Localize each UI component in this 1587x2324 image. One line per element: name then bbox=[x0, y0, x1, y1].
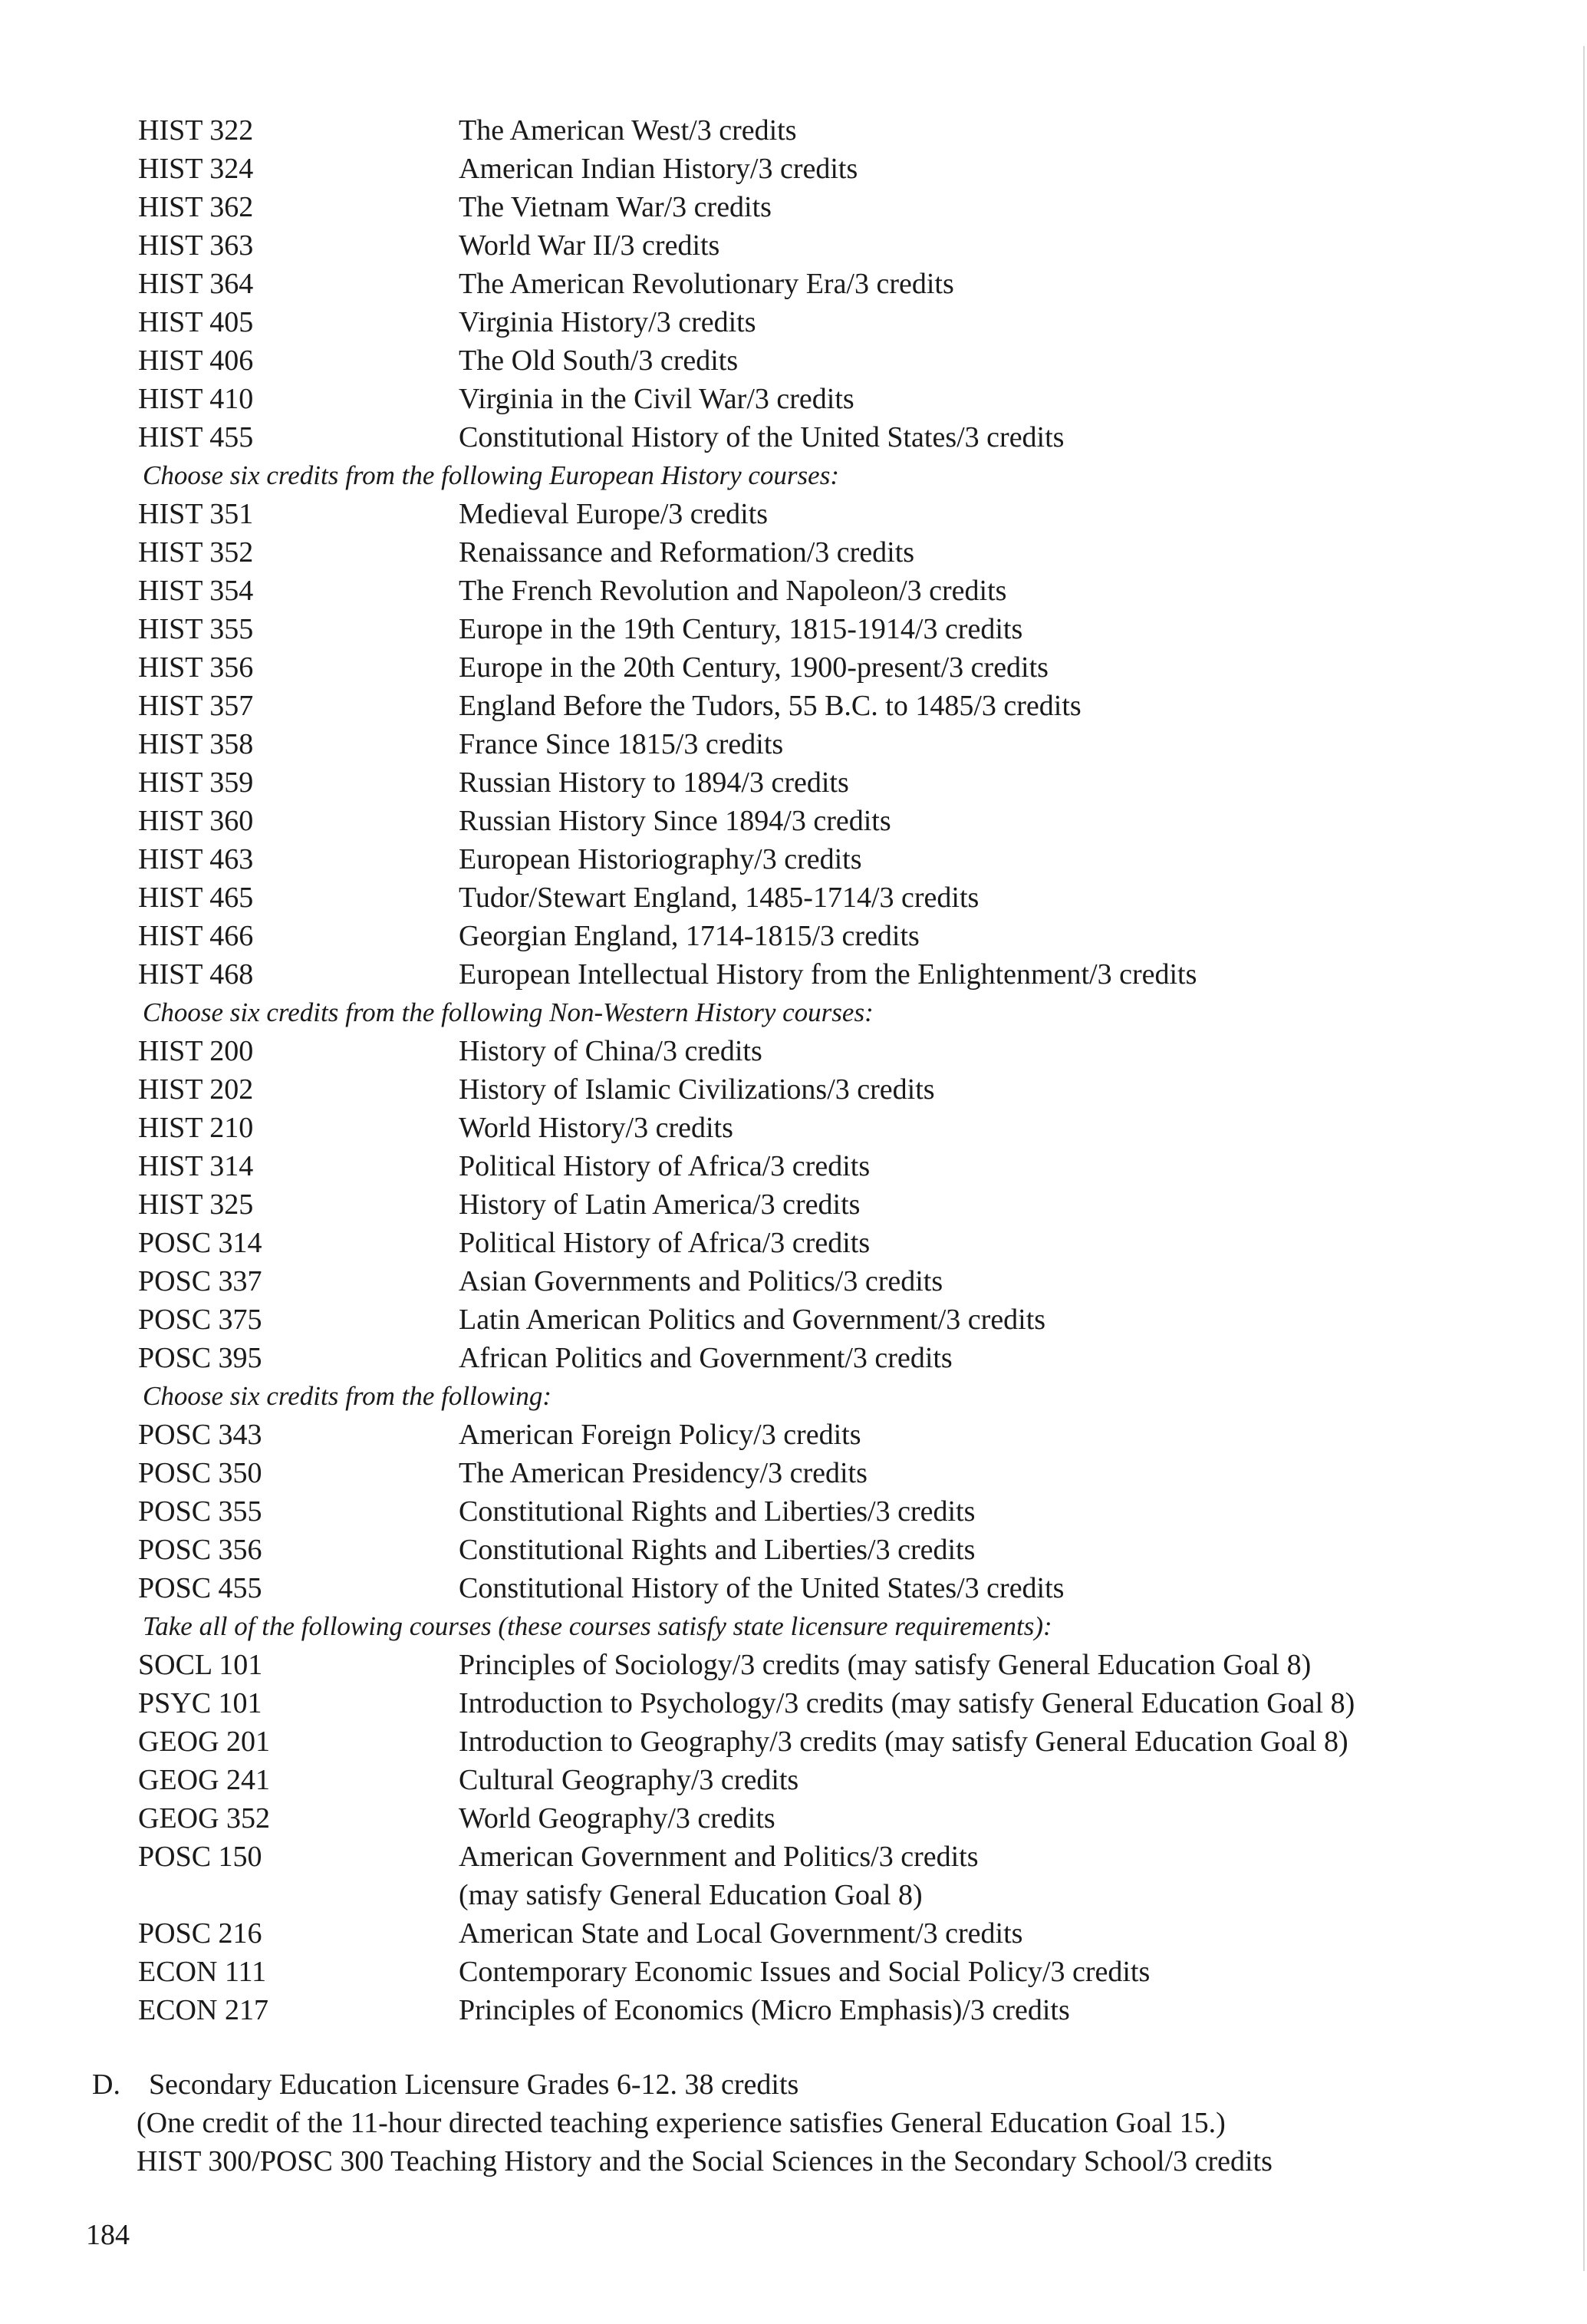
course-title: History of China/3 credits bbox=[459, 1035, 762, 1067]
course-row bbox=[138, 1185, 1442, 1224]
course-code: HIST 354 bbox=[138, 575, 254, 607]
course-code: POSC 337 bbox=[138, 1265, 262, 1297]
course-row bbox=[138, 1492, 1442, 1531]
course-code: HIST 325 bbox=[138, 1188, 254, 1221]
course-row bbox=[138, 1569, 1442, 1607]
course-list bbox=[138, 111, 1442, 2029]
course-row bbox=[138, 533, 1442, 572]
course-row bbox=[138, 725, 1442, 763]
course-row bbox=[138, 1531, 1442, 1569]
course-code: POSC 375 bbox=[138, 1304, 262, 1336]
course-title: Virginia in the Civil War/3 credits bbox=[459, 383, 854, 415]
course-row bbox=[138, 188, 1442, 226]
course-code: HIST 363 bbox=[138, 229, 254, 262]
course-row bbox=[138, 1109, 1442, 1147]
course-row bbox=[138, 341, 1442, 380]
course-title: African Politics and Government/3 credits bbox=[459, 1342, 953, 1374]
course-title: Constitutional Rights and Liberties/3 credits bbox=[459, 1495, 976, 1528]
course-row bbox=[138, 1684, 1442, 1722]
course-row bbox=[138, 1799, 1442, 1838]
course-row bbox=[138, 802, 1442, 840]
course-code: POSC 343 bbox=[138, 1419, 262, 1451]
course-row bbox=[138, 840, 1442, 879]
course-row bbox=[138, 1722, 1442, 1761]
course-title: France Since 1815/3 credits bbox=[459, 728, 784, 760]
course-title: England Before the Tudors, 55 B.C. to 1485/3 credits bbox=[459, 690, 1082, 722]
course-code: HIST 210 bbox=[138, 1112, 254, 1144]
course-title: Contemporary Economic Issues and Social Policy/3 credits bbox=[459, 1956, 1151, 1988]
course-row bbox=[138, 1876, 1442, 1914]
course-row bbox=[138, 150, 1442, 188]
course-row bbox=[138, 955, 1442, 994]
course-row bbox=[138, 1224, 1442, 1262]
course-code: HIST 200 bbox=[138, 1035, 254, 1067]
section-d-letter: D. bbox=[92, 2069, 120, 2101]
course-title: Asian Governments and Politics/3 credits bbox=[459, 1265, 943, 1297]
course-code: HIST 405 bbox=[138, 306, 254, 338]
group-header: Choose six credits from the following: bbox=[143, 1381, 552, 1411]
course-title: The American Presidency/3 credits bbox=[459, 1457, 868, 1489]
course-row bbox=[138, 1953, 1442, 1991]
course-title: Russian History Since 1894/3 credits bbox=[459, 805, 891, 837]
course-code: HIST 359 bbox=[138, 766, 254, 799]
course-code: HIST 362 bbox=[138, 191, 254, 223]
course-row bbox=[138, 879, 1442, 917]
section-d bbox=[92, 2065, 1473, 2181]
course-title: World History/3 credits bbox=[459, 1112, 733, 1144]
course-code: HIST 322 bbox=[138, 114, 254, 147]
course-code: ECON 111 bbox=[138, 1956, 267, 1988]
course-title: The Old South/3 credits bbox=[459, 344, 739, 377]
course-title: The French Revolution and Napoleon/3 credits bbox=[459, 575, 1007, 607]
course-code: HIST 352 bbox=[138, 536, 254, 569]
course-row bbox=[138, 1339, 1442, 1377]
course-code: POSC 314 bbox=[138, 1227, 262, 1259]
course-code: POSC 350 bbox=[138, 1457, 262, 1489]
course-title: World Geography/3 credits bbox=[459, 1802, 775, 1834]
course-row bbox=[138, 303, 1442, 341]
course-title: Georgian England, 1714-1815/3 credits bbox=[459, 920, 920, 952]
course-title: History of Islamic Civilizations/3 credits bbox=[459, 1073, 935, 1106]
course-title: European Historiography/3 credits bbox=[459, 843, 862, 875]
course-row bbox=[138, 917, 1442, 955]
course-code: HIST 410 bbox=[138, 383, 254, 415]
course-title: Constitutional History of the United States/3 credits bbox=[459, 1572, 1065, 1604]
course-title: Principles of Economics (Micro Emphasis)/3 credits bbox=[459, 1994, 1070, 2026]
group-header: Choose six credits from the following Non-Western History courses: bbox=[143, 997, 874, 1027]
course-row bbox=[138, 226, 1442, 265]
course-row bbox=[138, 1761, 1442, 1799]
course-code: POSC 356 bbox=[138, 1534, 262, 1566]
course-row bbox=[138, 1070, 1442, 1109]
course-title: American Indian History/3 credits bbox=[459, 153, 858, 185]
course-row bbox=[138, 380, 1442, 418]
course-title: Constitutional History of the United States/3 credits bbox=[459, 421, 1065, 453]
course-title: Political History of Africa/3 credits bbox=[459, 1150, 871, 1182]
course-row bbox=[138, 1416, 1442, 1454]
course-row bbox=[138, 1914, 1442, 1953]
course-title: Constitutional Rights and Liberties/3 credits bbox=[459, 1534, 976, 1566]
course-row bbox=[138, 1300, 1442, 1339]
course-code: HIST 324 bbox=[138, 153, 254, 185]
section-d-heading-line bbox=[92, 2065, 1473, 2104]
course-code: POSC 216 bbox=[138, 1917, 262, 1950]
course-code: GEOG 352 bbox=[138, 1802, 271, 1834]
course-code: POSC 395 bbox=[138, 1342, 262, 1374]
course-title: Introduction to Geography/3 credits (may satisfy General Education Goal 8) bbox=[459, 1726, 1348, 1758]
course-code: HIST 314 bbox=[138, 1150, 254, 1182]
course-code: HIST 468 bbox=[138, 958, 254, 991]
course-code: HIST 358 bbox=[138, 728, 254, 760]
course-code: HIST 364 bbox=[138, 268, 254, 300]
course-code: HIST 356 bbox=[138, 651, 254, 684]
course-row bbox=[138, 648, 1442, 687]
course-title: Virginia History/3 credits bbox=[459, 306, 756, 338]
course-row bbox=[138, 418, 1442, 457]
course-title: American State and Local Government/3 credits bbox=[459, 1917, 1023, 1950]
course-code: HIST 465 bbox=[138, 882, 254, 914]
course-title: Russian History to 1894/3 credits bbox=[459, 766, 849, 799]
course-row bbox=[138, 687, 1442, 725]
course-title: European Intellectual History from the Enlightenment/3 credits bbox=[459, 958, 1197, 991]
course-row bbox=[138, 572, 1442, 610]
course-title: History of Latin America/3 credits bbox=[459, 1188, 861, 1221]
course-code: HIST 455 bbox=[138, 421, 254, 453]
course-title: Renaissance and Reformation/3 credits bbox=[459, 536, 915, 569]
course-code: HIST 357 bbox=[138, 690, 254, 722]
course-row bbox=[138, 610, 1442, 648]
course-code: POSC 355 bbox=[138, 1495, 262, 1528]
course-row bbox=[138, 1262, 1442, 1300]
course-code: GEOG 241 bbox=[138, 1764, 271, 1796]
course-code: HIST 466 bbox=[138, 920, 254, 952]
course-title: The Vietnam War/3 credits bbox=[459, 191, 772, 223]
scan-edge-mark bbox=[1583, 46, 1585, 2271]
course-row bbox=[138, 1646, 1442, 1684]
course-title: Tudor/Stewart England, 1485-1714/3 credits bbox=[459, 882, 980, 914]
course-code: HIST 351 bbox=[138, 498, 254, 530]
course-title: The American West/3 credits bbox=[459, 114, 797, 147]
course-code: POSC 455 bbox=[138, 1572, 262, 1604]
page-number: 184 bbox=[86, 2219, 130, 2251]
section-d-course: HIST 300/POSC 300 Teaching History and the Social Sciences in the Secondary School/3 credits bbox=[137, 2145, 1273, 2177]
course-code bbox=[138, 1876, 459, 1914]
course-code: ECON 217 bbox=[138, 1994, 268, 2026]
course-row bbox=[138, 1991, 1442, 2029]
course-row bbox=[138, 1838, 1442, 1876]
course-title: Principles of Sociology/3 credits (may satisfy General Education Goal 8) bbox=[459, 1649, 1312, 1681]
section-d-note: (One credit of the 11-hour directed teaching experience satisfies General Education Goal 15.) bbox=[137, 2107, 1226, 2139]
course-code: HIST 202 bbox=[138, 1073, 254, 1106]
course-row bbox=[138, 111, 1442, 150]
course-row bbox=[138, 763, 1442, 802]
course-title: (may satisfy General Education Goal 8) bbox=[459, 1879, 923, 1911]
course-row bbox=[138, 265, 1442, 303]
course-title: Latin American Politics and Government/3 credits bbox=[459, 1304, 1046, 1336]
course-code: POSC 150 bbox=[138, 1841, 262, 1873]
course-title: World War II/3 credits bbox=[459, 229, 720, 262]
course-code: GEOG 201 bbox=[138, 1726, 271, 1758]
course-title: Medieval Europe/3 credits bbox=[459, 498, 769, 530]
course-row bbox=[138, 1147, 1442, 1185]
course-title: Cultural Geography/3 credits bbox=[459, 1764, 799, 1796]
course-code: PSYC 101 bbox=[138, 1687, 262, 1719]
group-header: Take all of the following courses (these courses satisfy state licensure requirements): bbox=[143, 1611, 1052, 1641]
course-row bbox=[138, 495, 1442, 533]
course-title: Political History of Africa/3 credits bbox=[459, 1227, 871, 1259]
section-d-heading: Secondary Education Licensure Grades 6-12. 38 credits bbox=[149, 2069, 799, 2101]
group-header: Choose six credits from the following European History courses: bbox=[143, 460, 839, 490]
course-title: Europe in the 19th Century, 1815-1914/3 credits bbox=[459, 613, 1023, 645]
course-title: The American Revolutionary Era/3 credits bbox=[459, 268, 954, 300]
course-code: HIST 355 bbox=[138, 613, 254, 645]
course-code: HIST 463 bbox=[138, 843, 254, 875]
course-code: HIST 360 bbox=[138, 805, 254, 837]
course-title: Introduction to Psychology/3 credits (may satisfy General Education Goal 8) bbox=[459, 1687, 1355, 1719]
course-row bbox=[138, 1032, 1442, 1070]
course-title: American Foreign Policy/3 credits bbox=[459, 1419, 861, 1451]
course-code: SOCL 101 bbox=[138, 1649, 263, 1681]
course-code: HIST 406 bbox=[138, 344, 254, 377]
course-row bbox=[138, 1454, 1442, 1492]
course-title: American Government and Politics/3 credits bbox=[459, 1841, 979, 1873]
course-title: Europe in the 20th Century, 1900-present/3 credits bbox=[459, 651, 1049, 684]
